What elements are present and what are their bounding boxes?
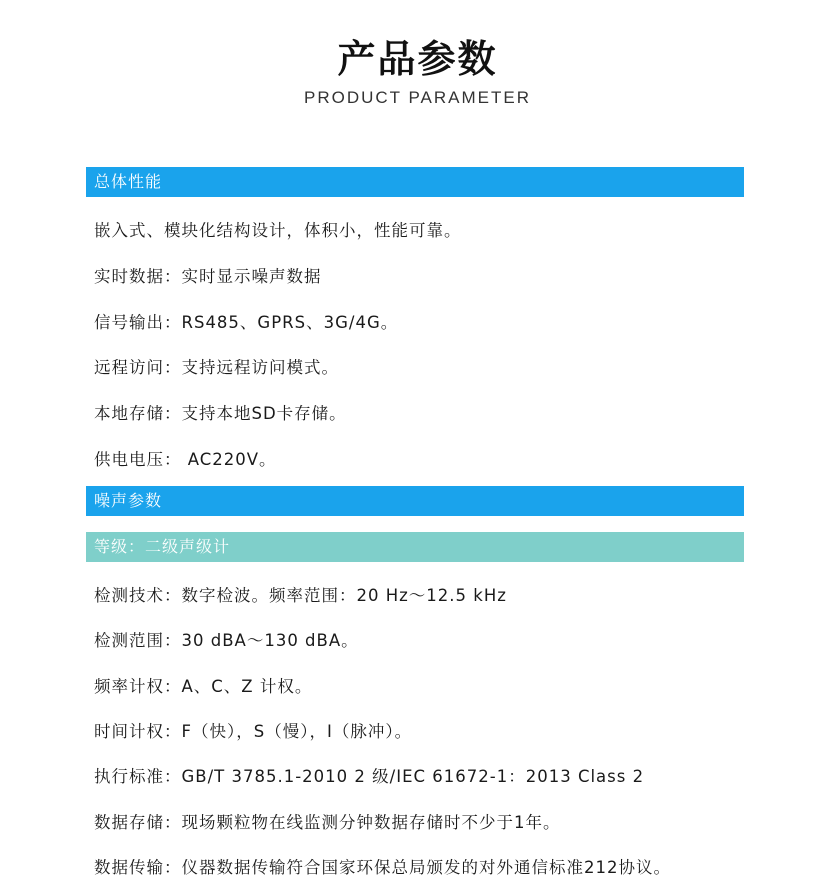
spec-line: 嵌入式、模块化结构设计，体积小，性能可靠。	[94, 221, 462, 240]
spec-line: 检测范围：30 dBA～130 dBA。	[94, 631, 359, 650]
spec-line: 数据存储：现场颗粒物在线监测分钟数据存储时不少于1年。	[94, 813, 561, 832]
spec-line: 信号输出：RS485、GPRS、3G/4G。	[94, 313, 399, 332]
spec-line: 供电电压： AC220V。	[94, 450, 277, 469]
spec-line: 远程访问：支持远程访问模式。	[94, 358, 339, 377]
spec-line: 本地存储：支持本地SD卡存储。	[94, 404, 347, 423]
page-title: 产品参数	[337, 37, 498, 81]
section-heading-noise: 噪声参数	[86, 486, 744, 516]
spec-line: 频率计权：A、C、Z 计权。	[94, 677, 313, 696]
section-heading-general: 总体性能	[86, 167, 744, 197]
spec-line: 执行标准：GB/T 3785.1-2010 2 级/IEC 61672-1：2013 Class 2	[94, 767, 645, 786]
spec-line: 时间计权：F（快），S（慢），I（脉冲）。	[94, 722, 413, 741]
spec-line: 数据传输：仪器数据传输符合国家环保总局颁发的对外通信标准212协议。	[94, 858, 671, 877]
page-subtitle: PRODUCT PARAMETER	[303, 88, 531, 107]
spec-line: 实时数据：实时显示噪声数据	[94, 267, 322, 286]
subsection-heading-grade: 等级：二级声级计	[86, 532, 744, 562]
spec-line: 检测技术：数字检波。频率范围：20 Hz～12.5 kHz	[94, 586, 507, 605]
